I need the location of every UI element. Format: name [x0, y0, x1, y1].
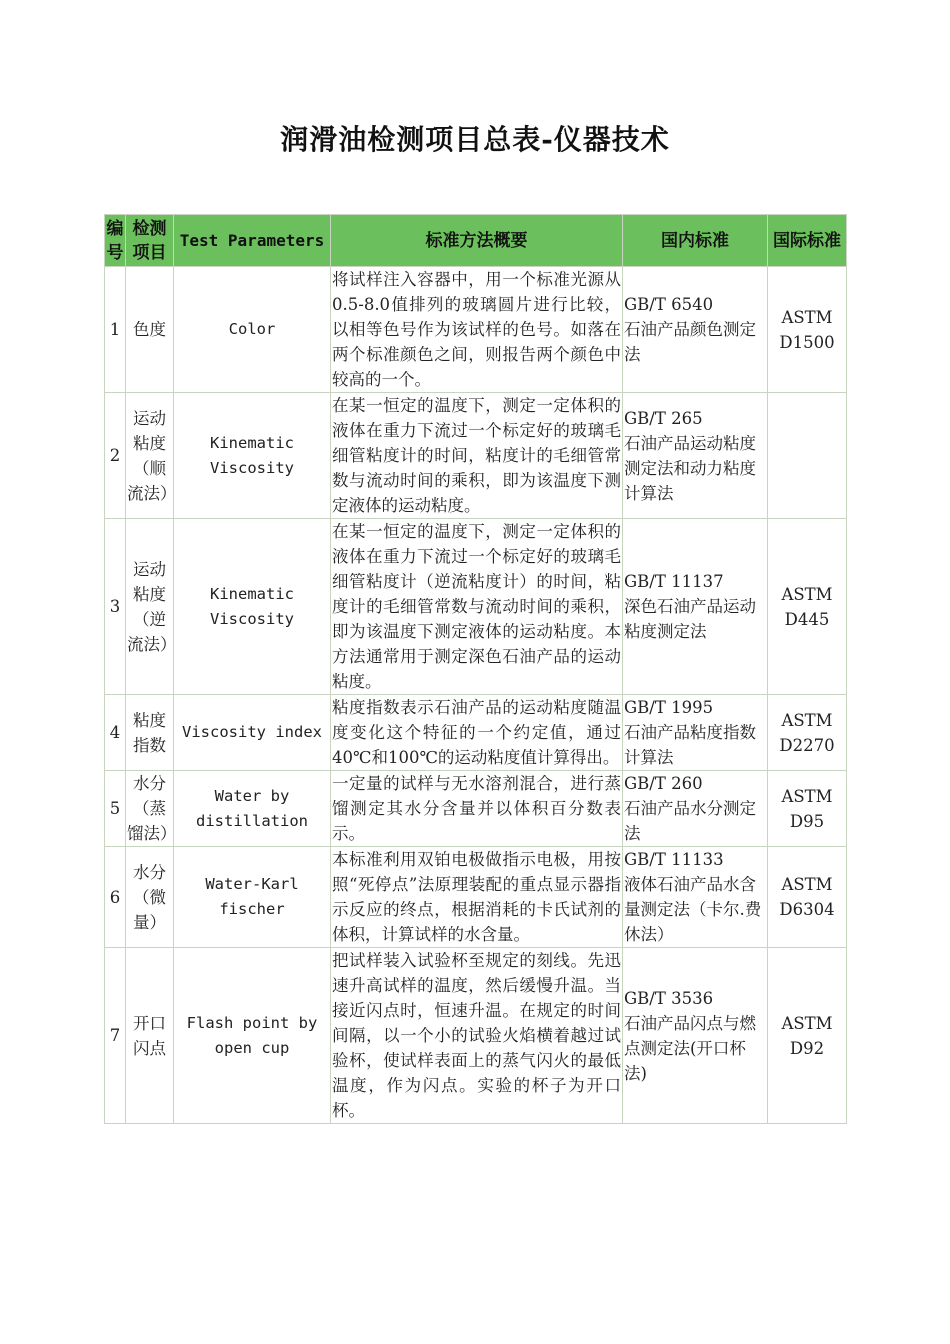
domestic-standard-name: 石油产品运动粘度测定法和动力粘度计算法 [624, 433, 756, 503]
row-test-parameter: Kinematic Viscosity [174, 393, 331, 519]
row-method-summary: 把试样装入试验杯至规定的刻线。先迅速升高试样的温度，然后缓慢升温。当接近闪点时，恒速升温。在规定的时间间隔，以一个小的试验火焰横着越过试验杯，使试样表面上的蒸气闪火的最低温度，作为闪点。实验的杯子为开口杯。 [331, 948, 623, 1124]
table-row [105, 267, 847, 393]
row-number: 5 [105, 771, 126, 847]
domestic-standard-code: GB/T 1995 [624, 698, 714, 717]
row-number: 2 [105, 393, 126, 519]
table-row [105, 393, 847, 519]
row-number: 3 [105, 519, 126, 695]
domestic-standard-code: GB/T 11137 [624, 572, 724, 591]
row-number: 7 [105, 948, 126, 1124]
header-no: 编号 [105, 215, 126, 267]
row-number: 1 [105, 267, 126, 393]
header-method-summary: 标准方法概要 [331, 215, 623, 267]
row-domestic-standard [623, 695, 768, 771]
header-item: 检测项目 [126, 215, 174, 267]
row-test-parameter: Color [174, 267, 331, 393]
row-domestic-standard [623, 519, 768, 695]
table-body [105, 267, 847, 1124]
domestic-standard-name: 石油产品水分测定法 [624, 799, 756, 843]
domestic-standard-name: 石油产品粘度指数计算法 [624, 723, 756, 767]
row-test-parameter: Kinematic Viscosity [174, 519, 331, 695]
row-international-standard: ASTM D95 [768, 771, 847, 847]
table-row [105, 771, 847, 847]
row-method-summary: 本标准利用双铂电极做指示电极，用按照“死停点”法原理装配的重点显示器指示反应的终点，根据消耗的卡氏试剂的体积，计算试样的水含量。 [331, 847, 623, 948]
row-domestic-standard [623, 847, 768, 948]
row-international-standard: ASTM D1500 [768, 267, 847, 393]
table-row [105, 847, 847, 948]
table-header-row [105, 215, 847, 267]
row-domestic-standard [623, 267, 768, 393]
test-items-table [104, 214, 847, 1124]
domestic-standard-name: 石油产品颜色测定法 [624, 320, 756, 364]
row-international-standard: ASTM D445 [768, 519, 847, 695]
row-number: 6 [105, 847, 126, 948]
row-test-item: 运动粘度（顺流法） [126, 393, 174, 519]
domestic-standard-name: 石油产品闪点与燃点测定法(开口杯法) [624, 1013, 756, 1083]
domestic-standard-code: GB/T 11133 [624, 850, 724, 869]
document-title: 润滑油检测项目总表-仪器技术 [280, 123, 670, 156]
row-test-item: 色度 [126, 267, 174, 393]
header-test-parameters: Test Parameters [174, 215, 331, 267]
domestic-standard-code: GB/T 265 [624, 408, 703, 428]
row-number: 4 [105, 695, 126, 771]
row-method-summary: 在某一恒定的温度下，测定一定体积的液体在重力下流过一个标定好的玻璃毛细管粘度计（逆流粘度计）的时间，粘度计的毛细管常数与流动时间的乘积，即为该温度下测定液体的运动粘度。本方法通常用于测定深色石油产品的运动粘度。 [331, 519, 623, 695]
row-method-summary: 将试样注入容器中，用一个标准光源从0.5-8.0值排列的玻璃圆片进行比较，以相等色号作为该试样的色号。如落在两个标准颜色之间，则报告两个颜色中较高的一个。 [331, 267, 623, 393]
row-international-standard: ASTM D6304 [768, 847, 847, 948]
domestic-standard-code: GB/T 260 [624, 774, 703, 793]
row-international-standard [768, 393, 847, 519]
row-method-summary: 一定量的试样与无水溶剂混合，进行蒸馏测定其水分含量并以体积百分数表示。 [331, 771, 623, 847]
header-international-standard: 国际标准 [768, 215, 847, 267]
row-international-standard: ASTM D2270 [768, 695, 847, 771]
domestic-standard-name: 深色石油产品运动粘度测定法 [624, 597, 756, 641]
row-method-summary: 粘度指数表示石油产品的运动粘度随温度变化这个特征的一个约定值，通过40℃和100℃的运动粘度值计算得出。 [331, 695, 623, 771]
row-domestic-standard [623, 393, 768, 519]
row-test-item: 运动粘度（逆流法） [126, 519, 174, 695]
row-test-item: 粘度指数 [126, 695, 174, 771]
row-domestic-standard [623, 948, 768, 1124]
table-row [105, 948, 847, 1124]
row-domestic-standard [623, 771, 768, 847]
row-test-item: 水分（微量） [126, 847, 174, 948]
table-row [105, 519, 847, 695]
row-method-summary: 在某一恒定的温度下，测定一定体积的液体在重力下流过一个标定好的玻璃毛细管粘度计的时间，粘度计的毛细管常数与流动时间的乘积，即为该温度下测定液体的运动粘度。 [331, 393, 623, 519]
header-domestic-standard: 国内标准 [623, 215, 768, 267]
row-international-standard: ASTM D92 [768, 948, 847, 1124]
domestic-standard-name: 液体石油产品水含量测定法（卡尔.费休法） [624, 875, 762, 944]
row-test-item: 开口闪点 [126, 948, 174, 1124]
row-test-item: 水分（蒸馏法） [126, 771, 174, 847]
domestic-standard-code: GB/T 3536 [624, 988, 714, 1008]
row-test-parameter: Flash point by open cup [174, 948, 331, 1124]
row-test-parameter: Water-Karl fischer [174, 847, 331, 948]
row-test-parameter: Viscosity index [174, 695, 331, 771]
domestic-standard-code: GB/T 6540 [624, 295, 714, 314]
row-test-parameter: Water by distillation [174, 771, 331, 847]
table-row [105, 695, 847, 771]
